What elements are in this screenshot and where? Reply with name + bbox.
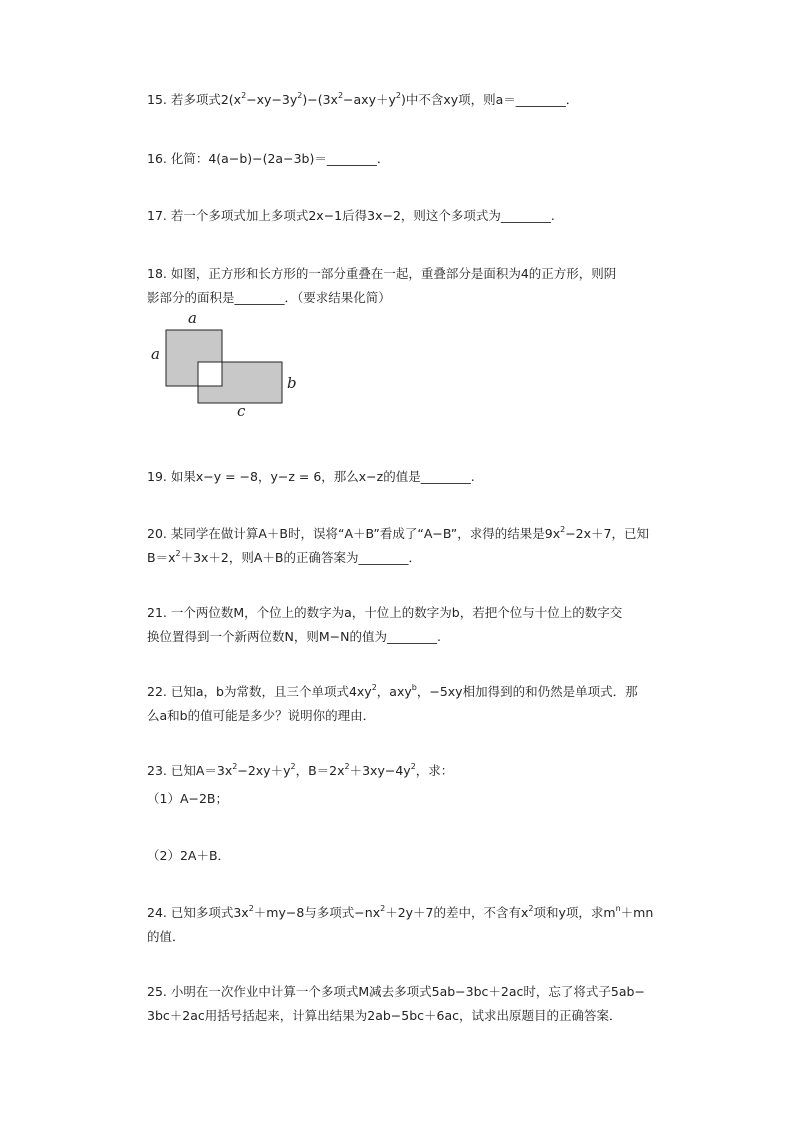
question-16: 16. 化简：4(a−b)−(2a−3b)＝________．: [147, 151, 390, 166]
square-rectangle-diagram: [148, 312, 308, 422]
label-left-a: a: [151, 345, 160, 363]
question-24: 24. 已知多项式$3x^2+my-8$与多项式$-nx^2+2y+7$的差中，不含有$x^2$项和y项，求$m^n+mn$ 的值．: [147, 904, 654, 944]
overlap-square: [198, 362, 222, 386]
question-18: 18. 如图，正方形和长方形的一部分重叠在一起，重叠部分是面积为4的正方形，则阴 影部分的面积是________．（要求结果化简）: [147, 266, 617, 305]
question-25: 25. 小明在一次作业中计算一个多项式M减去多项式5ab−3bc＋2ac时，忘了将式子5ab− 3bc＋2ac用括号括起来，计算出结果为2ab−5bc＋6ac，试求出原题目的正确答案．: [147, 984, 645, 1023]
question-19: 19. 如果x−y = −8，y−z = 6，那么x−z的值是________.: [147, 469, 475, 484]
question-23-part-2: （2）2A＋B．: [147, 848, 231, 863]
question-15: 15. 若多项式$2(x^2-xy-3y^2)-(3x^2-axy+y^2)$中不含xy项，则a＝________．: [147, 91, 579, 107]
label-top-a: a: [188, 309, 197, 327]
question-21: 21. 一个两位数M，个位上的数字为a，十位上的数字为b，若把个位与十位上的数字交 换位置得到一个新两位数N，则M−N的值为________.: [147, 605, 623, 644]
label-bottom-c: c: [237, 402, 246, 420]
question-23-part-1: （1）A−2B；: [147, 791, 229, 806]
question-22: 22. 已知a，b为常数，且三个单项式$4xy^2$，axy$^b$，−5xy相加得到的和仍然是单项式．那 么a和b的值可能是多少？说明你的理由．: [147, 683, 638, 723]
overlap-figure: [148, 309, 308, 422]
label-right-b: b: [287, 374, 297, 392]
question-17: 17. 若一个多项式加上多项式2x−1后得3x−2，则这个多项式为________.: [147, 208, 555, 223]
question-20: 20. 某同学在做计算A＋B时，误将“A＋B”看成了“A−B”，求得的结果是$9x^2-2x+7$，已知 $B=x^2+3x+2$，则A＋B的正确答案为________．: [147, 525, 649, 565]
question-23: 23. 已知$A=3x^2-2xy+y^2$，$B=2x^2+3xy-4y^2$，求：: [147, 762, 454, 778]
